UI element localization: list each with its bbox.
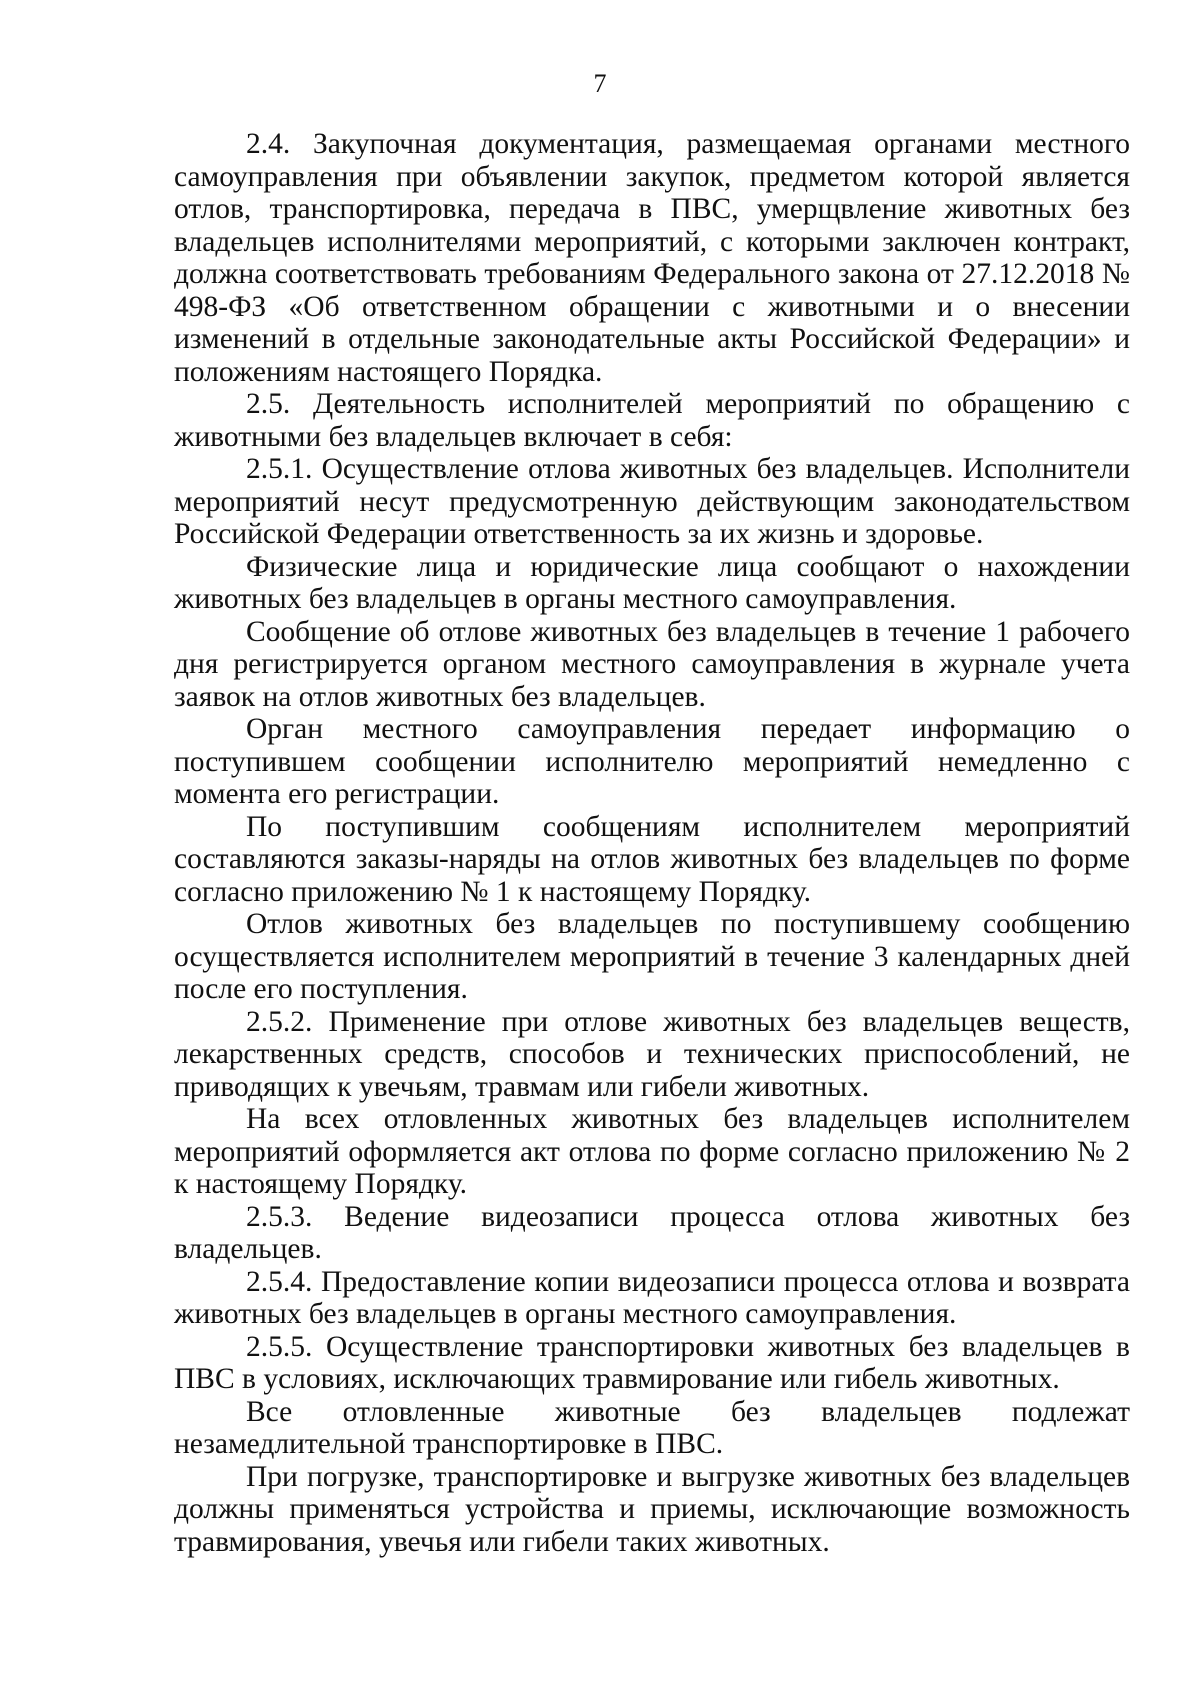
paragraph-2-5-1: 2.5.1. Осуществление отлова животных без владельцев. Исполнители мероприятий несут предусмотренную действующим законодательством Российской Федерации ответственность за их жизнь и здоровье. xyxy=(174,453,1130,550)
paragraph-2-5-5: 2.5.5. Осуществление транспортировки животных без владельцев в ПВС в условиях, исключающих травмирование или гибель животных. xyxy=(174,1330,1130,1395)
paragraph-2-5-3: 2.5.3. Ведение видеозаписи процесса отлова животных без владельцев. xyxy=(174,1200,1130,1265)
paragraph-individuals-report: Физические лица и юридические лица сообщают о нахождении животных без владельцев в органы местного самоуправления. xyxy=(174,550,1130,615)
paragraph-capture-deadline: Отлов животных без владельцев по поступившему сообщению осуществляется исполнителем мероприятий в течение 3 календарных дней после его поступления. xyxy=(174,908,1130,1005)
document-body xyxy=(174,128,1130,1558)
paragraph-2-5: 2.5. Деятельность исполнителей мероприятий по обращению с животными без владельцев включает в себя: xyxy=(174,388,1130,453)
paragraph-report-registration: Сообщение об отлове животных без владельцев в течение 1 рабочего дня регистрируется органом местного самоуправления в журнале учета заявок на отлов животных без владельцев. xyxy=(174,615,1130,713)
paragraph-loading-rules: При погрузке, транспортировке и выгрузке животных без владельцев должны применяться устройства и приемы, исключающие возможность травмирования, увечья или гибели таких животных. xyxy=(174,1460,1130,1558)
paragraph-2-5-4: 2.5.4. Предоставление копии видеозаписи процесса отлова и возврата животных без владельцев в органы местного самоуправления. xyxy=(174,1265,1130,1330)
page-number: 7 xyxy=(593,69,607,98)
paragraph-immediate-transport: Все отловленные животные без владельцев подлежат незамедлительной транспортировке в ПВС. xyxy=(174,1395,1130,1460)
paragraph-2-4: 2.4. Закупочная документация, размещаемая органами местного самоуправления при объявлении закупок, предметом которой является отлов, транспортировка, передача в ПВС, умерщвление животных без владельцев исполнителями мероприятий, с которыми заключен контракт, должна соответствовать требованиям Федерального закона от 27.12.2018 № 498-ФЗ «Об ответственном обращении с животными и о внесении изменений в отдельные законодательные акты Российской Федерации» и положениям настоящего Порядка. xyxy=(174,128,1130,388)
paragraph-2-5-2: 2.5.2. Применение при отлове животных без владельцев веществ, лекарственных средств, способов и технических приспособлений, не приводящих к увечьям, травмам или гибели животных. xyxy=(174,1005,1130,1103)
paragraph-info-transfer: Орган местного самоуправления передает информацию о поступившем сообщении исполнителю мероприятий немедленно с момента его регистрации. xyxy=(174,713,1130,810)
paragraph-capture-act: На всех отловленных животных без владельцев исполнителем мероприятий оформляется акт отлова по форме согласно приложению № 2 к настоящему Порядку. xyxy=(174,1103,1130,1200)
paragraph-work-orders: По поступившим сообщениям исполнителем мероприятий составляются заказы-наряды на отлов животных без владельцев по форме согласно приложению № 1 к настоящему Порядку. xyxy=(174,810,1130,908)
